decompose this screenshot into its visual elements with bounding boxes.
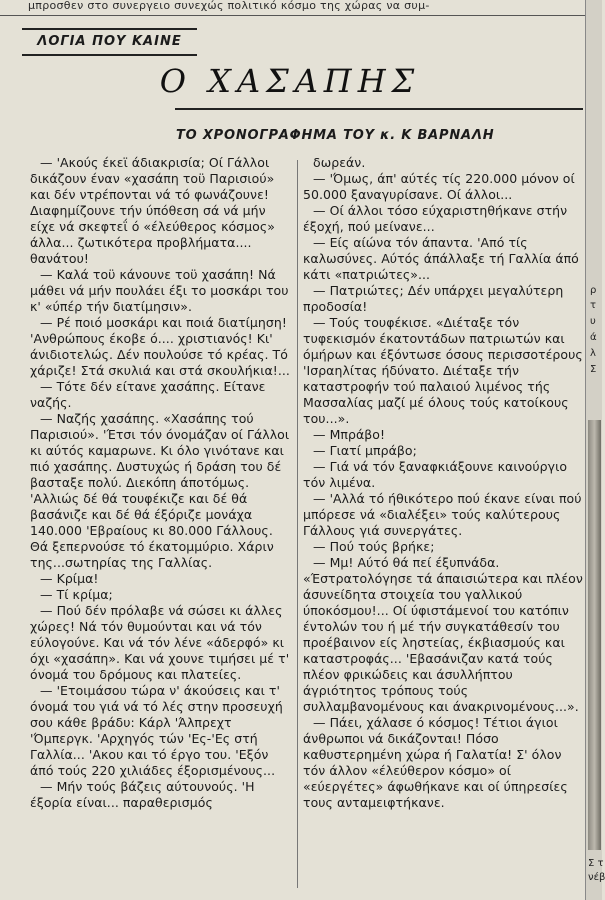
article-paragraph: — 'Ακούς έκεϊ άδιακρισία; Οί Γάλλοι δικάζουν έναν «χασάπη τοϋ Παρισιού» και δέν ντρέπονται νά τό φωνάζουνε! Διαφημίζουνε τήν ύπόθεση σά νά μήν είχε νά σκεφτεΐ ό «έλεύθερος κόσμος» άλλα... ζωτικότερα προβλήματα.... θανάτου!: [30, 155, 275, 266]
article-paragraph: — Τούς τουφέκισε. «Διέταξε τόν τυφεκισμόν έκατοντάδων πατριωτών και όμήρων και έξόντωσε όσους περισσοτέρους 'Ισραηλίτας ήδύνατο. Διέταξε τήν καταστροφήν τού παλαιού λιμένος τής Μασσαλίας μαζί μέ όλους τούς κατοίκους του...».: [303, 315, 583, 426]
article-paragraph: — Είς αίώνα τόν άπαντα. 'Από τίς καλωσύνες. Αύτός άπάλλαξε τή Γαλλία άπό κάτι «πατριώτες»...: [303, 235, 579, 282]
section-heading: ΛΟΓΙΑ ΠΟΥ ΚΑΙΝΕ: [37, 34, 182, 49]
edge-text-fragment: ά: [590, 332, 597, 343]
edge-text-fragment: Σ: [590, 364, 597, 375]
edge-text-fragment: νέβ: [588, 872, 605, 883]
article-paragraph: — Πατριώτες; Δέν υπάρχει μεγαλύτερη προδοσία!: [303, 283, 564, 314]
edge-text-fragment: τ: [590, 300, 597, 311]
article-paragraph: — Μήν τούς βάζεις αύτουνούς. 'Η έξορία είναι... παραθερισμός: [30, 779, 255, 810]
edge-text-fragment: υ: [590, 316, 596, 327]
article-title: Ο ΧΑΣΑΠΗΣ: [159, 62, 421, 100]
article-paragraph: — Πάει, χάλασε ό κόσμος! Τέτιοι άγιοι άνθρωποι νά δικάζονται! Πόσο καθυστερημένη χώρα ή Γαλατία! Σ' όλον τόν άλλον «έλεύθερον κόσμο» οί «εύεργέτες» άφωθήκανε και οί ύπηρεσίες τους ανταμειφτήκανε.: [303, 715, 568, 810]
column-divider: [297, 160, 298, 888]
article-paragraph: — Πού τούς βρήκε;: [313, 539, 435, 554]
article-column-right: [303, 155, 583, 890]
article-paragraph: — Τότε δέν είτανε χασάπης. Είτανε ναζής.: [30, 379, 266, 410]
article-byline: ΤΟ ΧΡΟΝΟΓΡΑΦΗΜΑ ΤΟΥ κ. Κ ΒΑΡΝΑΛΗ: [176, 128, 495, 143]
article-paragraph: — Κρίμα!: [40, 571, 99, 586]
previous-article-strip: μπροσθεν στο συνεργειο συνεχώς πολιτικό κόσμο της χώρας να συμ-: [28, 0, 430, 12]
article-paragraph: — Τί κρίμα;: [40, 587, 113, 602]
adjacent-page-photo: [588, 420, 601, 850]
article-paragraph: — Ναζής χασάπης. «Χασάπης τού Παρισιού». 'Έτσι τόν όνομάζαν οί Γάλλοι κι αύτός καμαρωνε. Κι όλο γινότανε και πιό χασάπης. Δυστυχώς ή δράση του δέ βασταξε πολύ. Διεκόπη άποτόμως. 'Αλλιώς δέ θά τουφέκιζε και δέ θά βασάνιζε και δέ θά έξόριζε μονάχα 140.000 'Εβραίους κι 80.000 Γάλλους. Θά ξεπερνούσε τό έκατομμύριο. Χάριν της...σωτηρίας της Γαλλίας.: [30, 411, 290, 570]
section-heading-rule-bottom: [22, 54, 197, 56]
article-paragraph: — Μπράβο!: [313, 427, 386, 442]
article-paragraph: — Πού δέν πρόλαβε νά σώσει κι άλλες χώρες! Νά τόν θυμούνται και νά τόν εύλογούνε. Και νά τόν λένε «άδερφό» κι όχι «χασάπη». Και νά χουνε τιμήσει μέ τ' όνομά του δρόμους και πλατείες.: [30, 603, 290, 682]
article-paragraph: — Καλά τοϋ κάνουνε τοϋ χασάπη! Νά μάθει νά μήν πουλάει έξι το μοσκάρι του κ' «ύπέρ τήν διατίμησιν».: [30, 267, 289, 314]
article-column-left: [30, 155, 292, 895]
top-divider: [0, 15, 601, 16]
title-rule: [175, 108, 583, 110]
edge-text-fragment: Σ τ: [588, 858, 604, 869]
article-paragraph: — 'Ετοιμάσου τώρα ν' άκούσεις και τ' όνομά του γιά νά τό λές στην προσευχή σου κάθε βράδυ: Κάρλ 'Άλπρεχτ 'Όμπεργκ. 'Αρχηγός τών 'Ες-'Ες στή Γαλλία... 'Ακου και τό έργο του. 'Εξόν άπό τούς 220 χιλιάδες έξορισμένους...: [30, 683, 283, 778]
article-paragraph: — 'Αλλά τό ήθικότερο πού έκανε είναι πού μπόρεσε νά «διαλέξει» τούς καλύτερους Γάλλους γιά συνεργάτες.: [303, 491, 582, 538]
article-paragraph: — Οί άλλοι τόσο εύχαριστηθήκανε στήν έξοχή, πού μείνανε...: [303, 203, 568, 234]
section-heading-rule-top: [22, 28, 197, 30]
edge-text-fragment: ρ: [590, 285, 597, 296]
article-paragraph: — Γιατί μπράβο;: [313, 443, 417, 458]
article-paragraph: δωρεάν.: [313, 155, 366, 170]
article-paragraph: — 'Όμως, άπ' αύτές τίς 220.000 μόνον οί 50.000 ξαναγυρίσανε. Οί άλλοι...: [303, 171, 575, 202]
article-paragraph: — Ρέ ποιό μοσκάρι και ποιά διατίμηση! 'Ανθρώπους έκοβε ό.... χριστιανός! Κι' άνιδιοτελώς. Δέν πουλούσε τό κρέας. Τό χάριζε! Στά σκυλιά και στά σκουλήκια!...: [30, 315, 290, 378]
edge-text-fragment: λ: [590, 348, 596, 359]
article-paragraph: — Μμ! Αύτό θά πεί έξυπνάδα. «Έστρατολόγησε τά άπαισιώτερα και πλέον άσυνείδητα στοιχεία του γαλλικού ύποκόσμου!... Οί ύφιστάμενοί του κατόπιν έντολών του ή μέ τήν συγκατάθεσίν του προέβαινον είς ληστείας, έκβιασμούς και καταστροφάς... 'Εβασάνιζαν κατά τούς πλέον φρικώδεις και άσυλλήπτου άγριότητος τρόπους τούς συλλαμβανομένους και άνακρινομένους...».: [303, 555, 583, 714]
article-paragraph: — Γιά νά τόν ξαναφκιάξουνε καινούργιο τόν λιμένα.: [303, 459, 568, 490]
